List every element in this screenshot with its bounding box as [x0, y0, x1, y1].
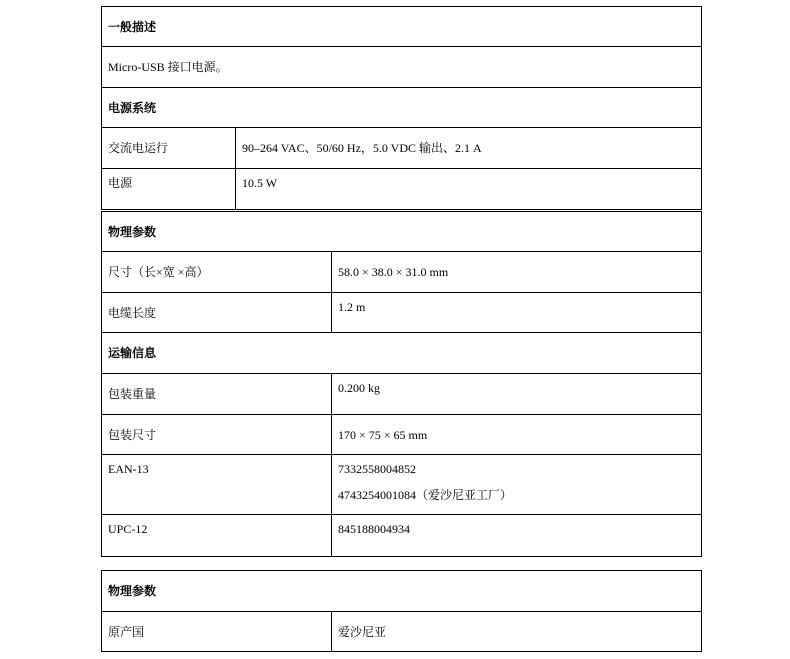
spec-label: 尺寸（长×宽 ×高）	[102, 252, 332, 293]
ean-code-primary: 7332558004852	[338, 462, 416, 476]
table-row	[102, 374, 702, 415]
spec-label: 交流电运行	[102, 128, 236, 169]
table-row	[102, 612, 702, 652]
section-heading-general: 一般描述	[102, 7, 702, 47]
spec-label: EAN-13	[102, 455, 332, 515]
general-description-text: Micro-USB 接口电源。	[102, 47, 702, 88]
spec-value: 爱沙尼亚	[332, 612, 702, 652]
spec-value: 10.5 W	[236, 169, 702, 210]
ean-code-secondary: 4743254001084（爱沙尼亚工厂）	[338, 488, 513, 502]
spec-label: 原产国	[102, 612, 332, 652]
table-row	[102, 252, 702, 293]
spec-value: 170 × 75 × 65 mm	[332, 415, 702, 455]
spec-label: 电源	[102, 169, 236, 210]
spec-label: 包装尺寸	[102, 415, 332, 455]
table-row	[102, 293, 702, 333]
table-row	[102, 515, 702, 557]
spec-label: 包装重量	[102, 374, 332, 415]
spec-label: 电缆长度	[102, 293, 332, 333]
table-row	[102, 455, 702, 515]
spec-value: 90–264 VAC、50/60 Hz，5.0 VDC 输出、2.1 A	[236, 128, 702, 169]
spec-value: 845188004934	[332, 515, 702, 557]
spec-table-origin	[101, 570, 702, 652]
table-row	[102, 128, 702, 169]
spec-value: 1.2 m	[332, 293, 702, 333]
spec-value: 58.0 × 38.0 × 31.0 mm	[332, 252, 702, 293]
section-heading-power: 电源系统	[102, 88, 702, 128]
section-heading-physical: 物理参数	[102, 212, 702, 252]
spec-value-list	[332, 455, 702, 515]
spec-value: 0.200 kg	[332, 374, 702, 415]
spec-table-physical-shipping	[101, 211, 702, 557]
table-row	[102, 169, 702, 210]
spec-table-general-power	[101, 6, 702, 210]
spec-label: UPC-12	[102, 515, 332, 557]
section-heading-shipping: 运输信息	[102, 333, 702, 374]
table-row	[102, 415, 702, 455]
section-heading-origin: 物理参数	[102, 571, 702, 612]
